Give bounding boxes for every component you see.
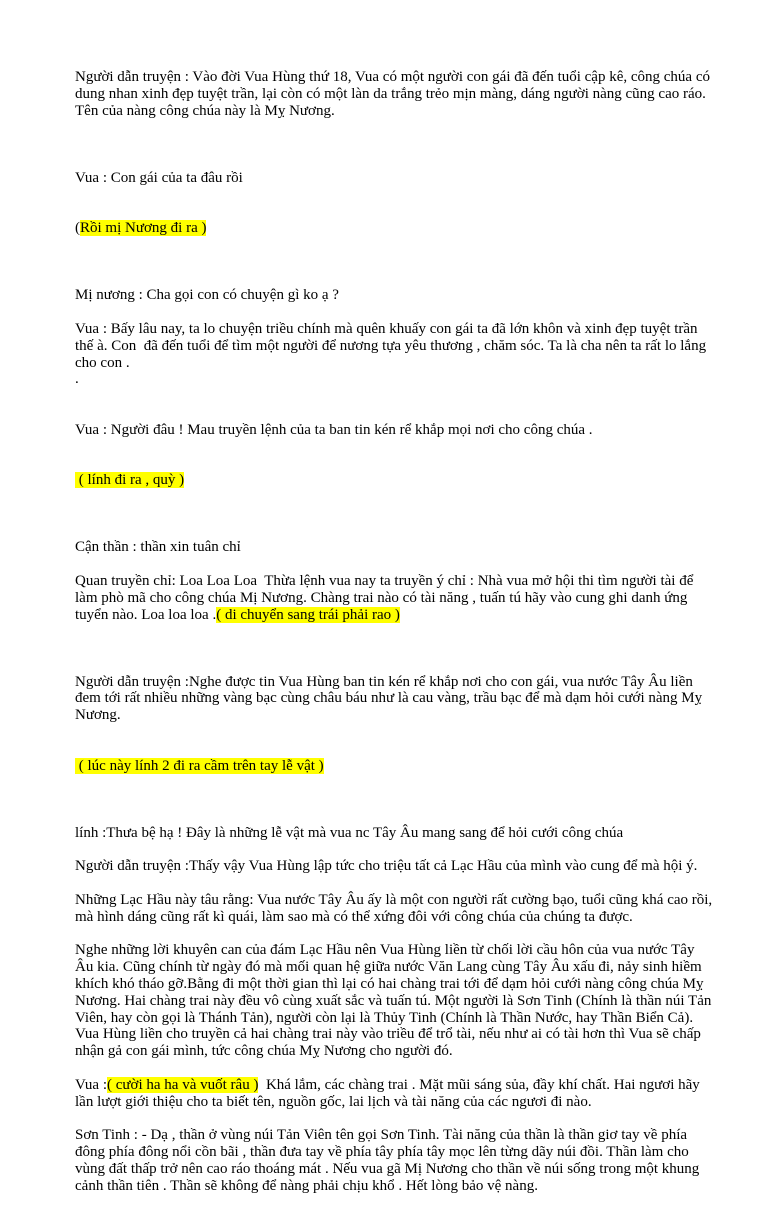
stage-direction-line: [75, 220, 715, 237]
narrator-paragraph: Người dẫn truyện : Vào đời Vua Hùng thứ 18, Vua có một người con gái đã đến tuổi cập kê, công chúa có dung nhan xinh đẹp tuyệt trần, lại còn có một làn da trắng trẻo mịn màng, dáng người nàng cũng cao ráo. Tên của nàng công chúa này là Mỵ Nương.: [75, 69, 714, 119]
herald-direction-highlight: ( di chuyển sang trái phải rao ): [216, 606, 400, 623]
soldier2-direction-highlight: ( lúc này lính 2 đi ra cầm trên tay lễ vật ): [75, 757, 324, 774]
king-praise-text: Khá lắm, các chàng trai . Mặt mũi sáng sủa, đầy khí chất. Hai ngươi hãy lần lượt giới thiệu cho ta biết tên, nguồn gốc, lai lịch và tài năng của các ngươi đi nào.: [75, 1076, 704, 1110]
king-line-paragraph: [75, 136, 715, 270]
narrator-council-paragraph: Người dẫn truyện :Thấy vậy Vua Hùng lập tức cho triệu tất cả Lạc Hầu của mình vào cung để mà hội ý.: [75, 858, 698, 875]
document-page: [75, 69, 715, 1211]
stage-direction-highlight: Rồi mị Nương đi ra ): [80, 220, 207, 237]
king-line: Vua : Con gái của ta đâu rồi: [75, 169, 243, 186]
king-prefix: Vua :: [75, 1076, 108, 1093]
stage-direction-open: (: [75, 220, 80, 237]
narrator-tay-au-paragraph: [75, 640, 715, 808]
soldier-direction-highlight: ( lính đi ra , quỳ ): [75, 472, 185, 489]
king-speech-paragraph: Vua : Bấy lâu nay, ta lo chuyện triều chính mà quên khuấy con gái ta đã lớn khôn và xinh đẹp tuyệt trần thế à. Con đã đến tuổi để tìm một người để nương tựa yêu thương , chăm sóc. Ta là cha nên ta rất lo lắng cho con .: [75, 320, 710, 371]
king-order-paragraph: [75, 388, 715, 522]
story-paragraph: Nghe những lời khuyên can của đám Lạc Hầu nên Vua Hùng liền từ chối lời cầu hôn của vua nước Tây Âu kia. Cũng chính từ ngày đó mà mối quan hệ giữa nước Văn Lang cùng Tây Âu xấu đi, nảy sinh hiềm khích khó tháo gỡ.Bằng đi một thời gian thì lại có hai chàng trai tới để dạm hỏi cưới nàng công chúa Mỵ Nương. Hai chàng trai này đều vô cùng xuất sắc và tuấn tú. Một người là Sơn Tinh (Chính là thần núi Tản Viên, hay còn gọi là Thánh Tản), người còn lại là Thủy Tinh (Chính là Thần Nước, hay Thần Biển Cả).: [75, 942, 715, 1026]
son-tinh-paragraph: Sơn Tinh : - Dạ , thần ở vùng núi Tản Viên tên gọi Sơn Tinh. Tài năng của thần là thần giơ tay về phía đông phía đông nổi cồn bãi , thần đưa tay về phía tây phía tây mọc lên từng dãy núi đồi. Thần làm cho vùng đất thấp trở nên cao ráo thoáng mát . Nếu vua gã Mị Nương cho thần về núi sống trong một khung cảnh thần tiên . Thần sẽ không để nàng phải chịu khổ . Hết lòng bảo vệ nàng.: [75, 1127, 704, 1194]
herald-text: Quan truyền chỉ: Loa Loa Loa Thừa lệnh vua nay ta truyền ý chỉ : Nhà vua mở hội thi tìm người tài để làm phò mã cho công chúa Mị Nương. Chàng trai nào có tài năng , tuấn tú hãy vào cung ghi danh ứng tuyển nào. Loa loa loa .: [75, 572, 698, 623]
narrator-tay-au-text: Người dẫn truyện :Nghe được tin Vua Hùng ban tin kén rể khắp nơi cho con gái, vua nước Tây Âu liền đem tới rất nhiều những vàng bạc cùng châu báu như là cau vàng, trầu bạc để mà dạm hỏi cưới nàng Mỵ Nương.: [75, 673, 706, 724]
dot-line: .: [75, 371, 79, 388]
king-laugh-highlight: ( cười ha ha và vuốt râu ): [107, 1076, 259, 1093]
king-praise-paragraph: [75, 1077, 715, 1111]
princess-line: Mị nương : Cha gọi con có chuyện gì ko ạ ?: [75, 287, 339, 304]
lac-hau-paragraph: Những Lạc Hầu này tâu rằng: Vua nước Tây Âu ấy là một con người rất cường bạo, tuổi cũng khá cao rồi, mà hình dáng cũng rất kì quái, làm sao mà có thể xứng đôi với công chúa của chúng ta được.: [75, 892, 716, 925]
herald-paragraph: [75, 573, 715, 623]
king-order-line: Vua : Người đâu ! Mau truyền lệnh của ta ban tin kén rể khắp mọi nơi cho công chúa .: [75, 421, 593, 438]
courtier-line: Cận thần : thần xin tuân chỉ: [75, 539, 241, 556]
soldier-line: lính :Thưa bệ hạ ! Đây là những lễ vật mà vua nc Tây Âu mang sang để hỏi cưới công chúa: [75, 824, 624, 841]
king-decision-paragraph: Vua Hùng liền cho truyền cả hai chàng trai này vào triều để trổ tài, nếu như ai có tài hơn thì Vua sẽ chấp nhận gả con gái mình, tức công chúa Mỵ Nương cho người đó.: [75, 1026, 705, 1060]
